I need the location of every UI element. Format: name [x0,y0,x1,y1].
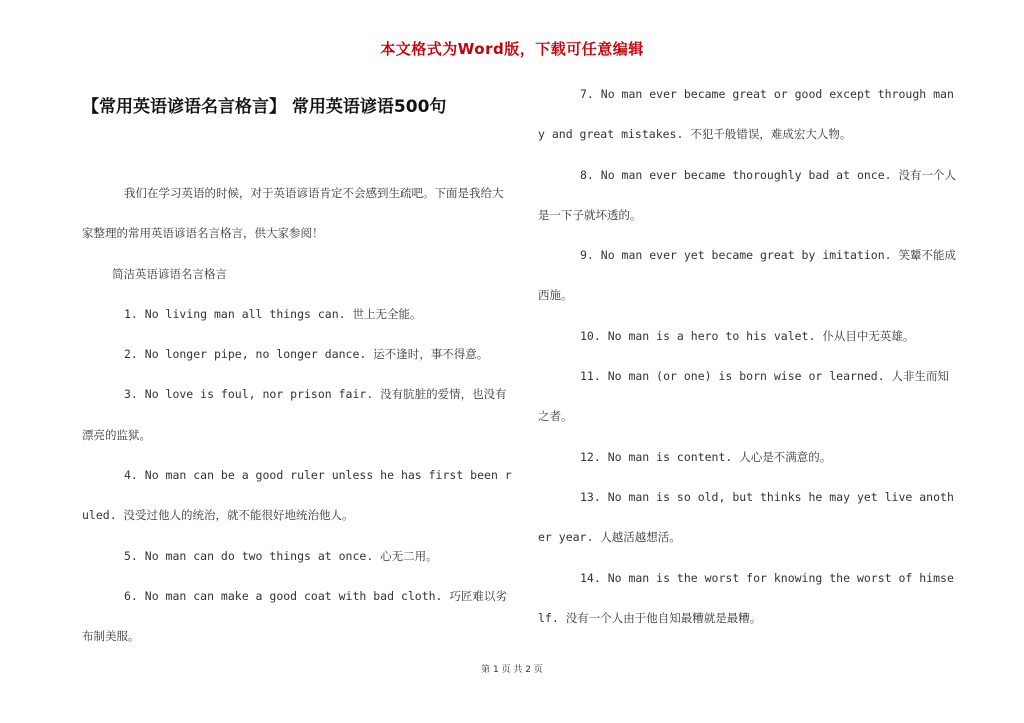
proverb-item: 11. No man (or one) is born wise or learned. 人非生而知之者。 [538,369,950,424]
proverb-item: 5. No man can do two things at once. 心无二用。 [124,548,438,563]
proverb-item: 2. No longer pipe, no longer dance. 运不逢时，事不得意。 [124,347,489,362]
left-column [82,173,512,657]
right-column [538,74,958,638]
proverb-item: 13. No man is so old, but thinks he may yet live another year. 人越活越想活。 [538,489,954,545]
proverb-item: 3. No love is foul, nor prison fair. 没有肮脏的爱情，也没有漂亮的监狱。 [82,387,507,442]
proverb-item: 14. No man is the worst for knowing the worst of himself. 没有一个人由于他自知最糟就是最糟。 [538,570,954,625]
proverb-item: 10. No man is a hero to his valet. 仆从目中无英雄。 [580,328,915,343]
proverb-item: 4. No man can be a good ruler unless he has first been ruled. 没受过他人的统治，就不能很好地统治他人。 [82,468,512,523]
document-title: 【常用英语谚语名言格言】 常用英语谚语500句 [82,97,447,117]
proverb-item: 12. No man is content. 人心是不满意的。 [580,449,832,464]
intro-paragraph: 我们在学习英语的时候，对于英语谚语肯定不会感到生疏吧。下面是我给大家整理的常用英语谚语名言格言，供大家参阅！ [82,186,504,241]
section-heading: 简洁英语谚语名言格言 [112,266,227,281]
proverb-item: 1. No living man all things can. 世上无全能。 [124,306,422,321]
proverb-item: 7. No man ever became great or good except through many and great mistakes. 不犯千般错误，难成宏大人物。 [538,87,954,142]
proverb-item: 9. No man ever yet became great by imitation. 笑颦不能成西施。 [538,248,956,303]
proverb-item: 6. No man can make a good coat with bad cloth. 巧匠难以劣布制美服。 [82,588,507,644]
download-banner: 本文格式为Word版，下载可任意编辑 [380,40,644,58]
page-number: 第 1 页 共 2 页 [481,665,543,675]
proverb-item: 8. No man ever became thoroughly bad at once. 没有一个人是一下子就坏透的。 [538,167,956,222]
